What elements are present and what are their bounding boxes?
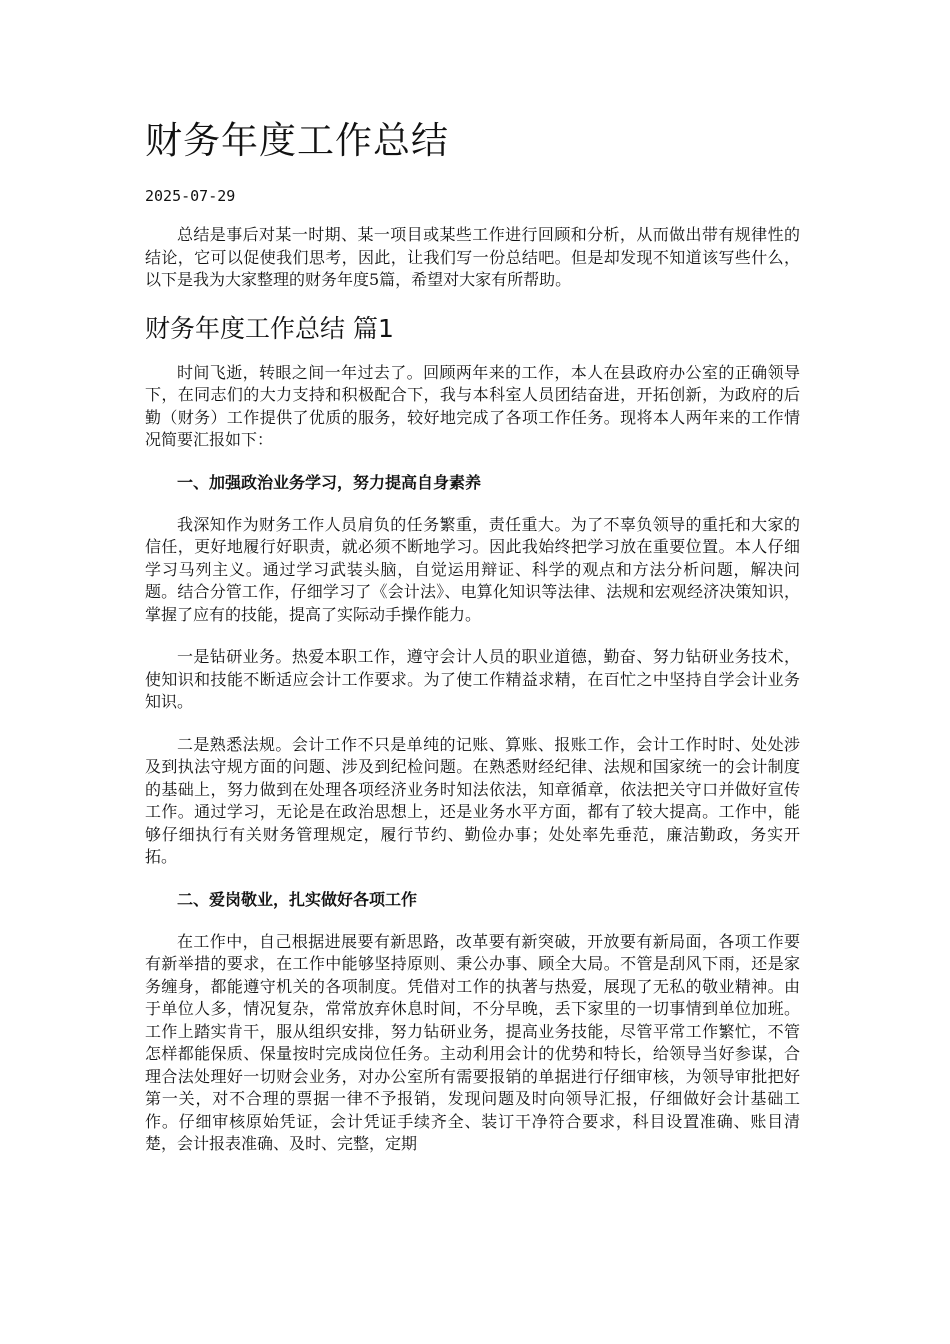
paragraph: 二是熟悉法规。会计工作不只是单纯的记账、算账、报账工作，会计工作时时、处处涉及到执法守规方面的问题、涉及到纪检问题。在熟悉财经纪律、法规和国家统一的会计制度的基础上，努力做到在处理各项经济业务时知法依法，知章循章，依法把关守口并做好宣传工作。通过学习，无论是在政治思想上，还是业务水平方面，都有了较大提高。工作中，能够仔细执行有关财务管理规定，履行节约、勤俭办事；处处率先垂范，廉洁勤政，务实开拓。 (145, 734, 800, 866)
document-date: 2025-07-29 (145, 187, 236, 205)
paragraph: 我深知作为财务工作人员肩负的任务繁重，责任重大。为了不辜负领导的重托和大家的信任，更好地履行好职责，就必须不断地学习。因此我始终把学习放在重要位置。本人仔细学习马列主义。通过学习武装头脑，自觉运用辩证、科学的观点和方法分析问题，解决问题。结合分管工作，仔细学习了《会计法》、电算化知识等法律、法规和宏观经济决策知识，掌握了应有的技能，提高了实际动手操作能力。 (145, 514, 800, 624)
document-page (145, 118, 800, 1176)
section-title: 财务年度工作总结 篇1 (145, 313, 394, 343)
subheading: 一、加强政治业务学习，努力提高自身素养 (177, 472, 482, 492)
paragraph: 在工作中，自己根据进展要有新思路，改革要有新突破，开放要有新局面，各项工作要有新举措的要求，在工作中能够坚持原则、秉公办事、顾全大局。不管是刮风下雨，还是家务缠身，都能遵守机关的各项制度。凭借对工作的执著与热爱，展现了无私的敬业精神。由于单位人多，情况复杂，常常放弃休息时间，不分早晚，丢下家里的一切事情到单位加班。工作上踏实肯干，服从组织安排，努力钻研业务，提高业务技能，尽管平常工作繁忙，不管怎样都能保质、保量按时完成岗位任务。主动利用会计的优势和特长，给领导当好参谋，合理合法处理好一切财会业务，对办公室所有需要报销的单据进行仔细审核，为领导审批把好第一关，对不合理的票据一律不予报销，发现问题及时向领导汇报，仔细做好会计基础工作。仔细审核原始凭证，会计凭证手续齐全、装订干净符合要求，科目设置准确、账目清楚，会计报表准确、及时、完整，定期 (145, 931, 800, 1153)
intro-paragraph: 总结是事后对某一时期、某一项目或某些工作进行回顾和分析，从而做出带有规律性的结论，它可以促使我们思考，因此，让我们写一份总结吧。但是却发现不知道该写些什么，以下是我为大家整理的财务年度5篇，希望对大家有所帮助。 (145, 225, 800, 289)
paragraph: 一是钻研业务。热爱本职工作，遵守会计人员的职业道德，勤奋、努力钻研业务技术，使知识和技能不断适应会计工作要求。为了使工作精益求精，在百忙之中坚持自学会计业务知识。 (145, 647, 800, 711)
document-title: 财务年度工作总结 (145, 119, 449, 162)
paragraph: 时间飞逝，转眼之间一年过去了。回顾两年来的工作，本人在县政府办公室的正确领导下，在同志们的大力支持和积极配合下，我与本科室人员团结奋进，开拓创新，为政府的后勤（财务）工作提供了优质的服务，较好地完成了各项工作任务。现将本人两年来的工作情况简要汇报如下： (145, 362, 800, 449)
subheading: 二、爱岗敬业，扎实做好各项工作 (177, 889, 418, 909)
